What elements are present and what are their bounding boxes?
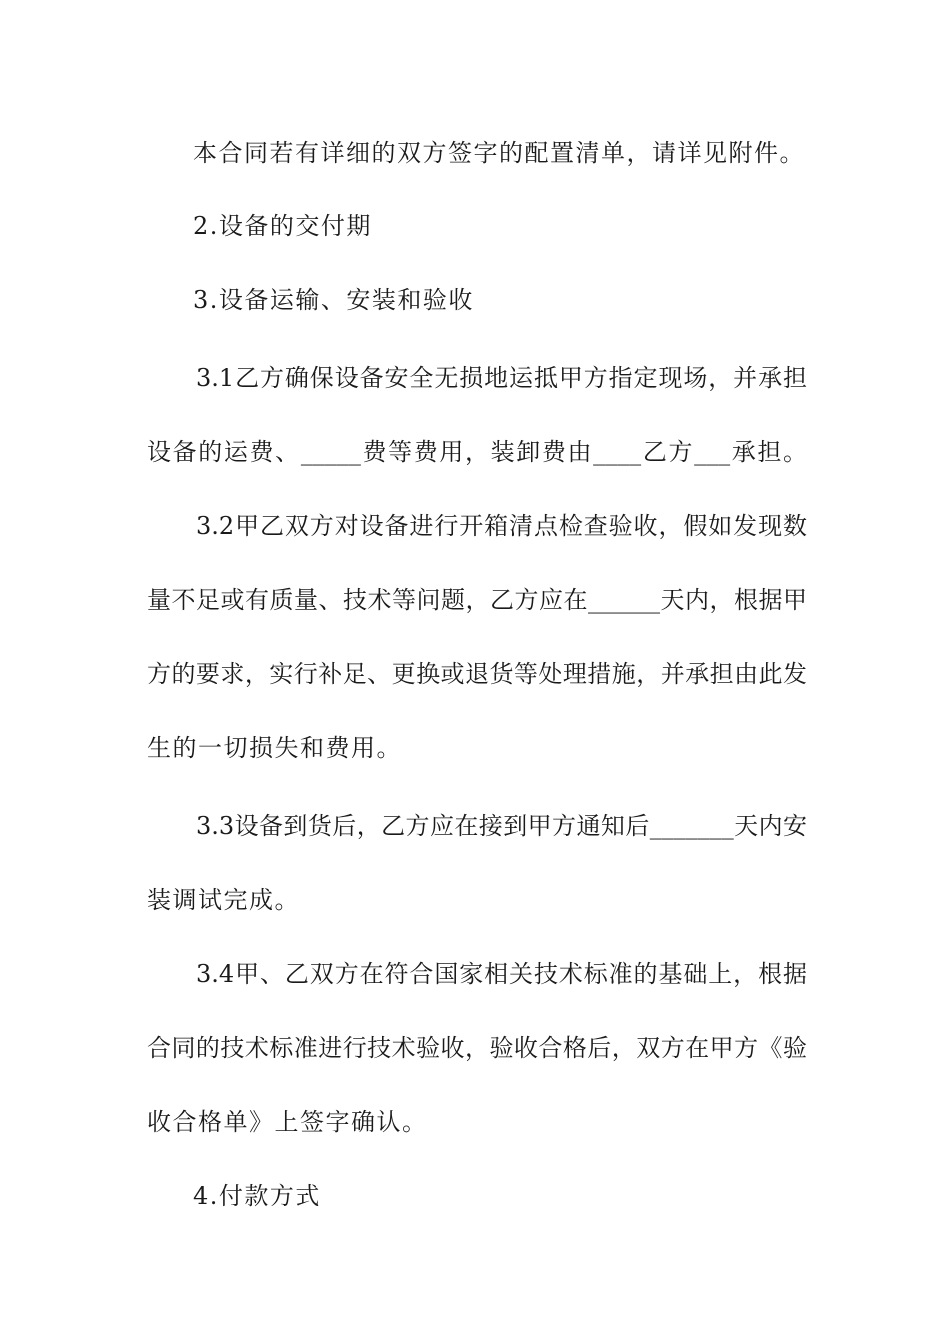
clause-3-2-line-1: 3.2甲乙双方对设备进行开箱清点检查验收，假如发现数	[196, 512, 807, 540]
heading-delivery-period: 2.设备的交付期	[193, 212, 372, 240]
clause-3-1-line-1: 3.1乙方确保设备安全无损地运抵甲方指定现场，并承担	[196, 364, 807, 392]
clause-3-4-line-1: 3.4甲、乙双方在符合国家相关技术标准的基础上，根据	[196, 960, 807, 988]
clause-3-2-line-3: 方的要求，实行补足、更换或退货等处理措施，并承担由此发	[147, 660, 807, 688]
clause-3-2-line-4: 生的一切损失和费用。	[147, 734, 402, 762]
paragraph-attachment-note: 本合同若有详细的双方签字的配置清单，请详见附件。	[193, 139, 805, 167]
heading-payment-method: 4.付款方式	[193, 1182, 321, 1210]
clause-3-1-line-2: 设备的运费、_____费等费用，装卸费由____乙方___承担。	[147, 438, 807, 466]
clause-3-4-line-2: 合同的技术标准进行技术验收，验收合格后，双方在甲方《验	[147, 1034, 807, 1062]
clause-3-3-line-2: 装调试完成。	[147, 886, 300, 914]
clause-3-3-line-1: 3.3设备到货后，乙方应在接到甲方通知后_______天内安	[196, 812, 807, 840]
clause-3-4-line-3: 收合格单》上签字确认。	[147, 1108, 428, 1136]
clause-3-2-line-2: 量不足或有质量、技术等问题，乙方应在______天内，根据甲	[147, 586, 807, 614]
heading-transport-install-acceptance: 3.设备运输、安装和验收	[193, 286, 474, 314]
